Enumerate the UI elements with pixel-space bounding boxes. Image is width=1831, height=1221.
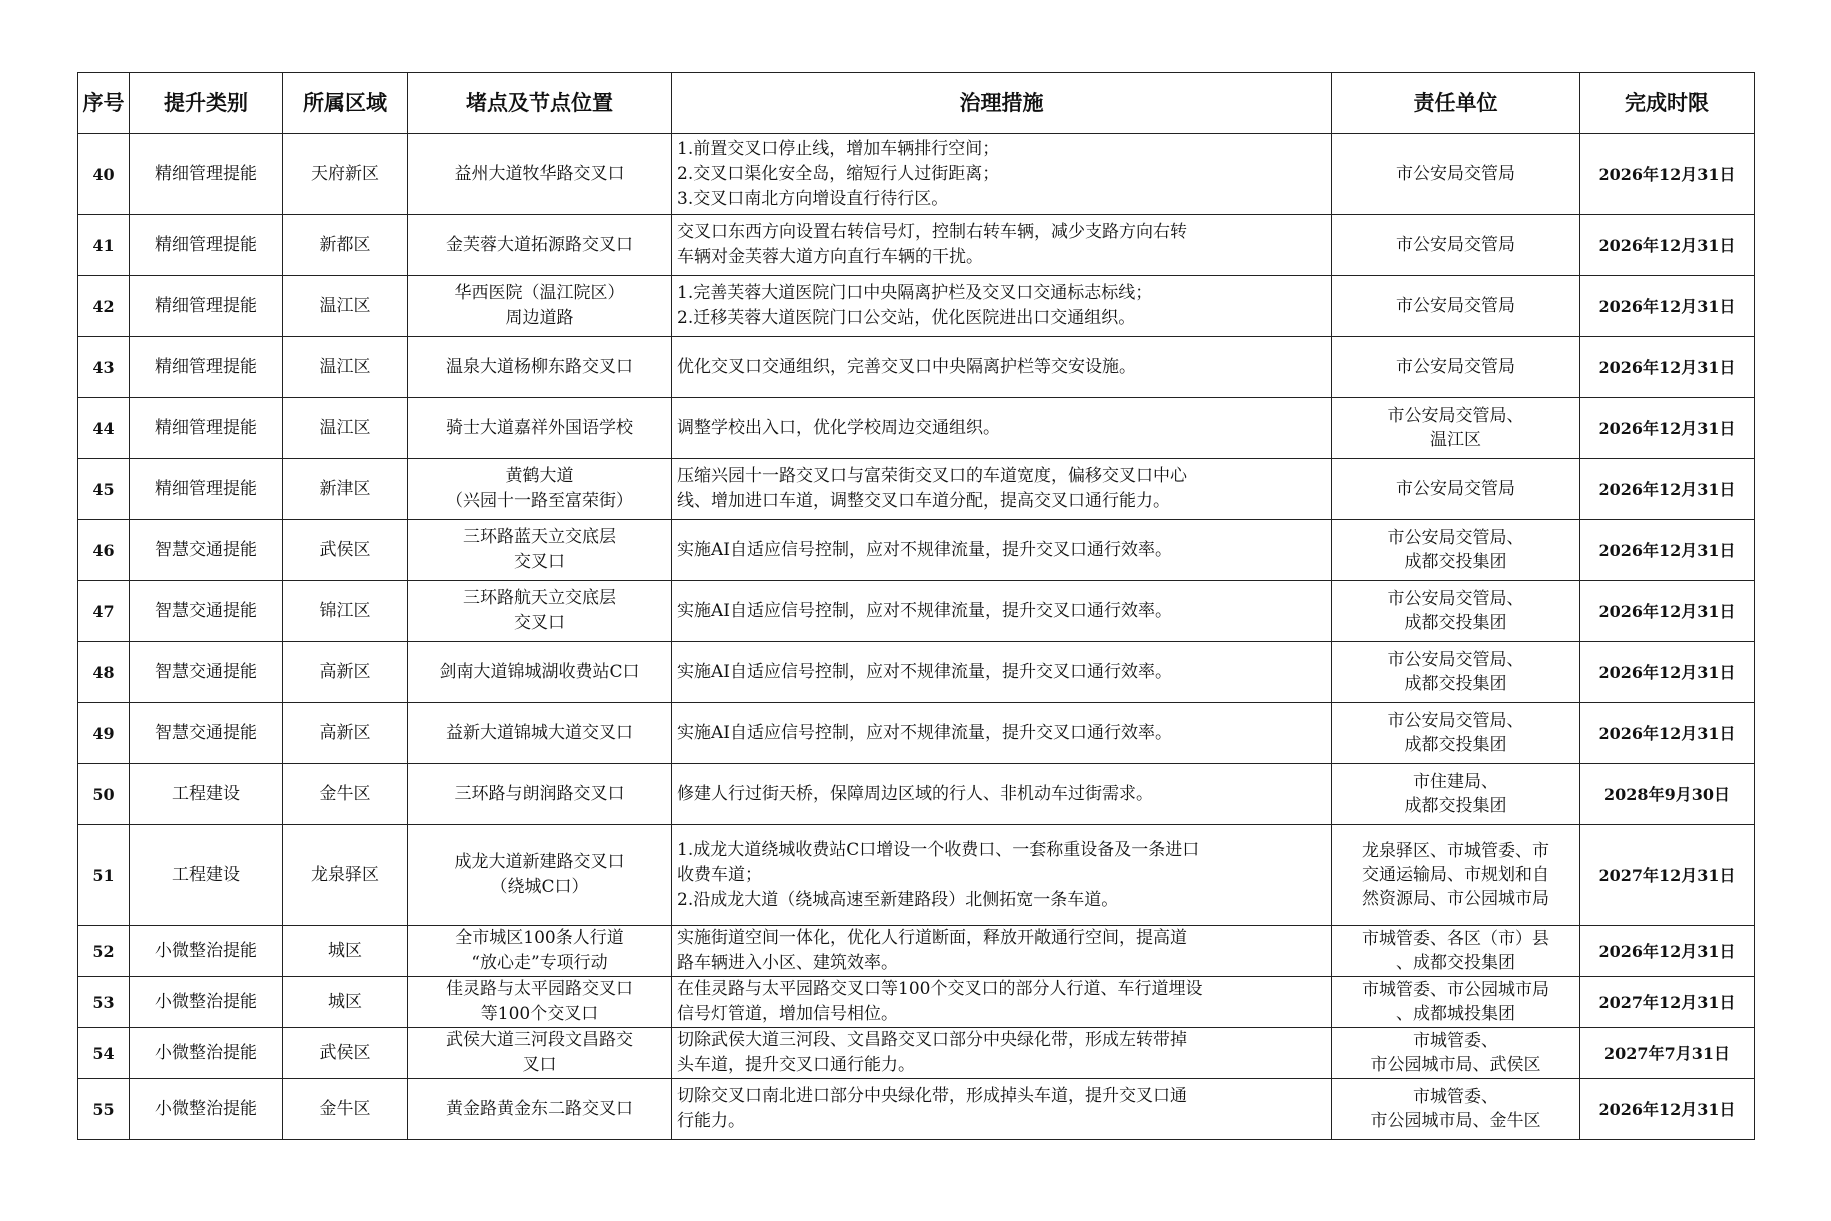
cell-text: 2026年12月31日 xyxy=(1598,540,1736,560)
cell-text: 市公安局交管局 xyxy=(1396,357,1515,377)
cell-location xyxy=(408,926,672,977)
cell-measures xyxy=(672,134,1332,215)
cell-text: 龙泉驿区 xyxy=(311,864,379,885)
cell-serial-number xyxy=(78,825,130,926)
cell-text: 市住建局、 成都交投集团 xyxy=(1404,772,1507,816)
cell-text: 53 xyxy=(92,992,115,1012)
cell-serial-number xyxy=(78,1028,130,1079)
cell-text: 51 xyxy=(92,865,115,885)
cell-text: 金牛区 xyxy=(319,1098,371,1119)
cell-location xyxy=(408,398,672,459)
header-responsible-unit: 责任单位 xyxy=(1332,73,1580,134)
cell-serial-number xyxy=(78,134,130,215)
cell-text: 新都区 xyxy=(319,234,371,255)
cell-deadline xyxy=(1580,459,1755,520)
cell-text: 压缩兴园十一路交叉口与富荣街交叉口的车道宽度，偏移交叉口中心 线、增加进口车道，调整交叉口车道分配，提高交叉口通行能力。 xyxy=(677,466,1187,511)
cell-serial-number xyxy=(78,1079,130,1140)
cell-text: 智慧交通提能 xyxy=(155,722,257,743)
cell-responsible-unit xyxy=(1332,134,1580,215)
cell-district xyxy=(283,703,408,764)
cell-serial-number xyxy=(78,926,130,977)
header-deadline: 完成时限 xyxy=(1580,73,1755,134)
cell-text: 41 xyxy=(92,235,115,255)
cell-text: 市城管委、 市公园城市局、武侯区 xyxy=(1370,1031,1541,1075)
cell-responsible-unit xyxy=(1332,977,1580,1028)
cell-deadline xyxy=(1580,1028,1755,1079)
cell-measures xyxy=(672,1028,1332,1079)
cell-district xyxy=(283,337,408,398)
cell-text: 益州大道牧华路交叉口 xyxy=(454,163,625,184)
cell-location xyxy=(408,459,672,520)
cell-text: 精细管理提能 xyxy=(155,295,257,316)
cell-measures xyxy=(672,926,1332,977)
table-row xyxy=(78,977,1755,1028)
cell-text: 48 xyxy=(92,662,115,682)
cell-category xyxy=(130,825,283,926)
cell-text: 2026年12月31日 xyxy=(1598,418,1736,438)
cell-location xyxy=(408,215,672,276)
cell-deadline xyxy=(1580,398,1755,459)
cell-text: 精细管理提能 xyxy=(155,478,257,499)
cell-responsible-unit xyxy=(1332,1028,1580,1079)
cell-text: 武侯区 xyxy=(319,539,371,560)
cell-text: 武侯区 xyxy=(319,1042,371,1063)
cell-responsible-unit xyxy=(1332,764,1580,825)
cell-district xyxy=(283,1028,408,1079)
cell-text: 43 xyxy=(92,357,115,377)
cell-serial-number xyxy=(78,977,130,1028)
cell-text: 小微整治提能 xyxy=(155,1098,257,1119)
cell-district xyxy=(283,398,408,459)
cell-text: 优化交叉口交通组织，完善交叉口中央隔离护栏等交安设施。 xyxy=(677,356,1136,377)
cell-text: 2026年12月31日 xyxy=(1598,479,1736,499)
cell-text: 小微整治提能 xyxy=(155,1042,257,1063)
cell-text: 实施街道空间一体化，优化人行道断面，释放开敞通行空间，提高道 路车辆进入小区、建筑效率。 xyxy=(677,928,1187,973)
table-row xyxy=(78,337,1755,398)
cell-text: 成龙大道新建路交叉口 （绕城C口） xyxy=(454,852,625,897)
cell-text: 市城管委、各区（市）县 、成都交投集团 xyxy=(1362,929,1549,973)
cell-text: 温江区 xyxy=(319,417,371,438)
cell-location xyxy=(408,581,672,642)
cell-location xyxy=(408,1028,672,1079)
cell-text: 高新区 xyxy=(319,661,371,682)
cell-serial-number xyxy=(78,398,130,459)
cell-measures xyxy=(672,825,1332,926)
cell-text: 华西医院（温江院区） 周边道路 xyxy=(454,283,625,328)
cell-deadline xyxy=(1580,977,1755,1028)
cell-text: 智慧交通提能 xyxy=(155,600,257,621)
cell-serial-number xyxy=(78,764,130,825)
cell-text: 三环路航天立交底层 交叉口 xyxy=(463,588,616,633)
cell-text: 2027年12月31日 xyxy=(1598,865,1736,885)
cell-text: 市公安局交管局、 成都交投集团 xyxy=(1387,711,1524,755)
cell-district xyxy=(283,764,408,825)
cell-text: 剑南大道锦城湖收费站C口 xyxy=(439,661,640,682)
cell-text: 锦江区 xyxy=(319,600,371,621)
cell-category xyxy=(130,926,283,977)
cell-text: 益新大道锦城大道交叉口 xyxy=(446,722,633,743)
cell-serial-number xyxy=(78,337,130,398)
cell-deadline xyxy=(1580,926,1755,977)
cell-text: 智慧交通提能 xyxy=(155,661,257,682)
cell-measures xyxy=(672,520,1332,581)
cell-text: 2026年12月31日 xyxy=(1598,941,1736,961)
table-row xyxy=(78,459,1755,520)
cell-deadline xyxy=(1580,337,1755,398)
cell-text: 1.前置交叉口停止线，增加车辆排行空间； 2.交叉口渠化安全岛，缩短行人过街距离； 3.交叉口南北方向增设直行待行区。 xyxy=(677,138,1000,209)
table-row xyxy=(78,926,1755,977)
cell-text: 2028年9月30日 xyxy=(1604,784,1730,804)
cell-text: 金牛区 xyxy=(319,783,371,804)
cell-text: 天府新区 xyxy=(311,163,379,184)
cell-text: 精细管理提能 xyxy=(155,356,257,377)
cell-serial-number xyxy=(78,459,130,520)
cell-text: 切除交叉口南北进口部分中央绿化带，形成掉头车道，提升交叉口通 行能力。 xyxy=(677,1086,1187,1131)
cell-text: 小微整治提能 xyxy=(155,991,257,1012)
cell-text: 50 xyxy=(92,784,115,804)
cell-measures xyxy=(672,337,1332,398)
cell-responsible-unit xyxy=(1332,926,1580,977)
cell-category xyxy=(130,642,283,703)
cell-text: 精细管理提能 xyxy=(155,163,257,184)
cell-text: 2026年12月31日 xyxy=(1598,723,1736,743)
table-header-row xyxy=(78,73,1755,134)
table-row xyxy=(78,398,1755,459)
cell-text: 温江区 xyxy=(319,295,371,316)
cell-text: 54 xyxy=(92,1043,115,1063)
cell-measures xyxy=(672,1079,1332,1140)
cell-responsible-unit xyxy=(1332,581,1580,642)
cell-text: 工程建设 xyxy=(172,864,240,885)
cell-text: 2026年12月31日 xyxy=(1598,296,1736,316)
cell-category xyxy=(130,134,283,215)
cell-text: 新津区 xyxy=(319,478,371,499)
cell-text: 市城管委、 市公园城市局、金牛区 xyxy=(1370,1087,1541,1131)
cell-deadline xyxy=(1580,520,1755,581)
cell-text: 精细管理提能 xyxy=(155,417,257,438)
cell-text: 市公安局交管局 xyxy=(1396,479,1515,499)
table-row xyxy=(78,276,1755,337)
header-serial-number: 序号 xyxy=(78,73,130,134)
cell-measures xyxy=(672,977,1332,1028)
cell-text: 45 xyxy=(92,479,115,499)
cell-responsible-unit xyxy=(1332,398,1580,459)
cell-text: 52 xyxy=(92,941,115,961)
header-category: 提升类别 xyxy=(130,73,283,134)
cell-text: 高新区 xyxy=(319,722,371,743)
cell-responsible-unit xyxy=(1332,703,1580,764)
cell-text: 切除武侯大道三河段、文昌路交叉口部分中央绿化带，形成左转带掉 头车道，提升交叉口通行能力。 xyxy=(677,1030,1187,1075)
cell-text: 2027年12月31日 xyxy=(1598,992,1736,1012)
cell-location xyxy=(408,825,672,926)
cell-district xyxy=(283,520,408,581)
header-district: 所属区域 xyxy=(283,73,408,134)
cell-location xyxy=(408,642,672,703)
cell-text: 1.成龙大道绕城收费站C口增设一个收费口、一套称重设备及一条进口 收费车道； 2.沿成龙大道（绕城高速至新建路段）北侧拓宽一条车道。 xyxy=(677,839,1200,910)
cell-text: 修建人行过街天桥，保障周边区域的行人、非机动车过街需求。 xyxy=(677,783,1153,804)
cell-serial-number xyxy=(78,581,130,642)
governance-table xyxy=(77,72,1755,1140)
cell-text: 市城管委、市公园城市局 、成都城投集团 xyxy=(1362,980,1549,1024)
cell-location xyxy=(408,520,672,581)
cell-district xyxy=(283,1079,408,1140)
table-row xyxy=(78,1079,1755,1140)
cell-location xyxy=(408,764,672,825)
cell-district xyxy=(283,134,408,215)
cell-text: 市公安局交管局 xyxy=(1396,164,1515,184)
cell-text: 2026年12月31日 xyxy=(1598,662,1736,682)
cell-category xyxy=(130,1028,283,1079)
cell-text: 42 xyxy=(92,296,115,316)
cell-text: 实施AI自适应信号控制，应对不规律流量，提升交叉口通行效率。 xyxy=(677,539,1172,560)
table-row xyxy=(78,642,1755,703)
cell-text: 2026年12月31日 xyxy=(1598,235,1736,255)
cell-text: 市公安局交管局 xyxy=(1396,296,1515,316)
cell-deadline xyxy=(1580,276,1755,337)
cell-text: 2026年12月31日 xyxy=(1598,1099,1736,1119)
cell-text: 在佳灵路与太平园路交叉口等100个交叉口的部分人行道、车行道埋设 信号灯管道，增加信号相位。 xyxy=(677,979,1203,1024)
header-location: 堵点及节点位置 xyxy=(408,73,672,134)
table-row xyxy=(78,764,1755,825)
cell-location xyxy=(408,703,672,764)
cell-responsible-unit xyxy=(1332,276,1580,337)
cell-responsible-unit xyxy=(1332,215,1580,276)
cell-text: 小微整治提能 xyxy=(155,940,257,961)
cell-responsible-unit xyxy=(1332,642,1580,703)
cell-text: 实施AI自适应信号控制，应对不规律流量，提升交叉口通行效率。 xyxy=(677,661,1172,682)
cell-text: 黄鹤大道 （兴园十一路至富荣街） xyxy=(446,466,633,511)
cell-text: 温江区 xyxy=(319,356,371,377)
cell-category xyxy=(130,398,283,459)
cell-text: 2026年12月31日 xyxy=(1598,601,1736,621)
cell-text: 交叉口东西方向设置右转信号灯，控制右转车辆，减少支路方向右转 车辆对金芙蓉大道方向直行车辆的干扰。 xyxy=(677,222,1187,267)
cell-measures xyxy=(672,703,1332,764)
cell-serial-number xyxy=(78,215,130,276)
cell-category xyxy=(130,215,283,276)
cell-responsible-unit xyxy=(1332,459,1580,520)
cell-responsible-unit xyxy=(1332,337,1580,398)
cell-measures xyxy=(672,642,1332,703)
cell-text: 40 xyxy=(92,164,115,184)
cell-deadline xyxy=(1580,825,1755,926)
cell-category xyxy=(130,520,283,581)
cell-category xyxy=(130,703,283,764)
cell-category xyxy=(130,1079,283,1140)
cell-text: 44 xyxy=(92,418,115,438)
cell-location xyxy=(408,337,672,398)
cell-district xyxy=(283,825,408,926)
cell-district xyxy=(283,642,408,703)
table-row xyxy=(78,581,1755,642)
cell-text: 工程建设 xyxy=(172,783,240,804)
cell-measures xyxy=(672,215,1332,276)
cell-responsible-unit xyxy=(1332,825,1580,926)
cell-category xyxy=(130,764,283,825)
cell-serial-number xyxy=(78,276,130,337)
table-body xyxy=(78,134,1755,1140)
cell-text: 金芙蓉大道拓源路交叉口 xyxy=(446,234,633,255)
cell-text: 46 xyxy=(92,540,115,560)
cell-text: 市公安局交管局 xyxy=(1396,235,1515,255)
cell-deadline xyxy=(1580,642,1755,703)
cell-serial-number xyxy=(78,520,130,581)
cell-district xyxy=(283,276,408,337)
cell-text: 三环路蓝天立交底层 交叉口 xyxy=(463,527,616,572)
cell-text: 龙泉驿区、市城管委、市 交通运输局、市规划和自 然资源局、市公园城市局 xyxy=(1362,841,1549,909)
cell-category xyxy=(130,337,283,398)
cell-district xyxy=(283,977,408,1028)
cell-category xyxy=(130,977,283,1028)
cell-deadline xyxy=(1580,581,1755,642)
table-row xyxy=(78,703,1755,764)
cell-text: 城区 xyxy=(328,991,362,1012)
cell-text: 2026年12月31日 xyxy=(1598,164,1736,184)
table-row xyxy=(78,134,1755,215)
cell-measures xyxy=(672,764,1332,825)
cell-text: 55 xyxy=(92,1099,115,1119)
cell-location xyxy=(408,276,672,337)
cell-text: 调整学校出入口，优化学校周边交通组织。 xyxy=(677,417,1000,438)
cell-text: 市公安局交管局、 温江区 xyxy=(1387,406,1524,450)
cell-text: 49 xyxy=(92,723,115,743)
cell-serial-number xyxy=(78,642,130,703)
cell-measures xyxy=(672,276,1332,337)
cell-serial-number xyxy=(78,703,130,764)
cell-text: 智慧交通提能 xyxy=(155,539,257,560)
cell-text: 市公安局交管局、 成都交投集团 xyxy=(1387,650,1524,694)
cell-text: 市公安局交管局、 成都交投集团 xyxy=(1387,589,1524,633)
cell-deadline xyxy=(1580,1079,1755,1140)
cell-text: 骑士大道嘉祥外国语学校 xyxy=(446,417,633,438)
cell-district xyxy=(283,581,408,642)
cell-responsible-unit xyxy=(1332,520,1580,581)
table-row xyxy=(78,825,1755,926)
cell-text: 精细管理提能 xyxy=(155,234,257,255)
cell-text: 47 xyxy=(92,601,115,621)
cell-deadline xyxy=(1580,703,1755,764)
cell-deadline xyxy=(1580,215,1755,276)
cell-location xyxy=(408,977,672,1028)
cell-district xyxy=(283,215,408,276)
cell-deadline xyxy=(1580,764,1755,825)
cell-measures xyxy=(672,459,1332,520)
cell-text: 市公安局交管局、 成都交投集团 xyxy=(1387,528,1524,572)
table-row xyxy=(78,520,1755,581)
cell-category xyxy=(130,276,283,337)
cell-measures xyxy=(672,581,1332,642)
cell-text: 2027年7月31日 xyxy=(1604,1043,1730,1063)
cell-text: 佳灵路与太平园路交叉口 等100个交叉口 xyxy=(446,979,633,1024)
cell-text: 黄金路黄金东二路交叉口 xyxy=(446,1098,633,1119)
cell-category xyxy=(130,459,283,520)
cell-text: 武侯大道三河段文昌路交 叉口 xyxy=(446,1030,633,1075)
cell-text: 三环路与朗润路交叉口 xyxy=(454,783,625,804)
cell-text: 实施AI自适应信号控制，应对不规律流量，提升交叉口通行效率。 xyxy=(677,722,1172,743)
cell-location xyxy=(408,1079,672,1140)
cell-location xyxy=(408,134,672,215)
cell-text: 城区 xyxy=(328,940,362,961)
cell-text: 1.完善芙蓉大道医院门口中央隔离护栏及交叉口交通标志标线； 2.迁移芙蓉大道医院门口公交站，优化医院进出口交通组织。 xyxy=(677,283,1153,328)
cell-responsible-unit xyxy=(1332,1079,1580,1140)
table-row xyxy=(78,215,1755,276)
cell-text: 2026年12月31日 xyxy=(1598,357,1736,377)
cell-deadline xyxy=(1580,134,1755,215)
cell-text: 全市城区100条人行道 “放心走”专项行动 xyxy=(455,928,624,973)
cell-text: 温泉大道杨柳东路交叉口 xyxy=(446,356,633,377)
cell-district xyxy=(283,926,408,977)
table-row xyxy=(78,1028,1755,1079)
cell-measures xyxy=(672,398,1332,459)
cell-category xyxy=(130,581,283,642)
header-measures: 治理措施 xyxy=(672,73,1332,134)
cell-text: 实施AI自适应信号控制，应对不规律流量，提升交叉口通行效率。 xyxy=(677,600,1172,621)
cell-district xyxy=(283,459,408,520)
